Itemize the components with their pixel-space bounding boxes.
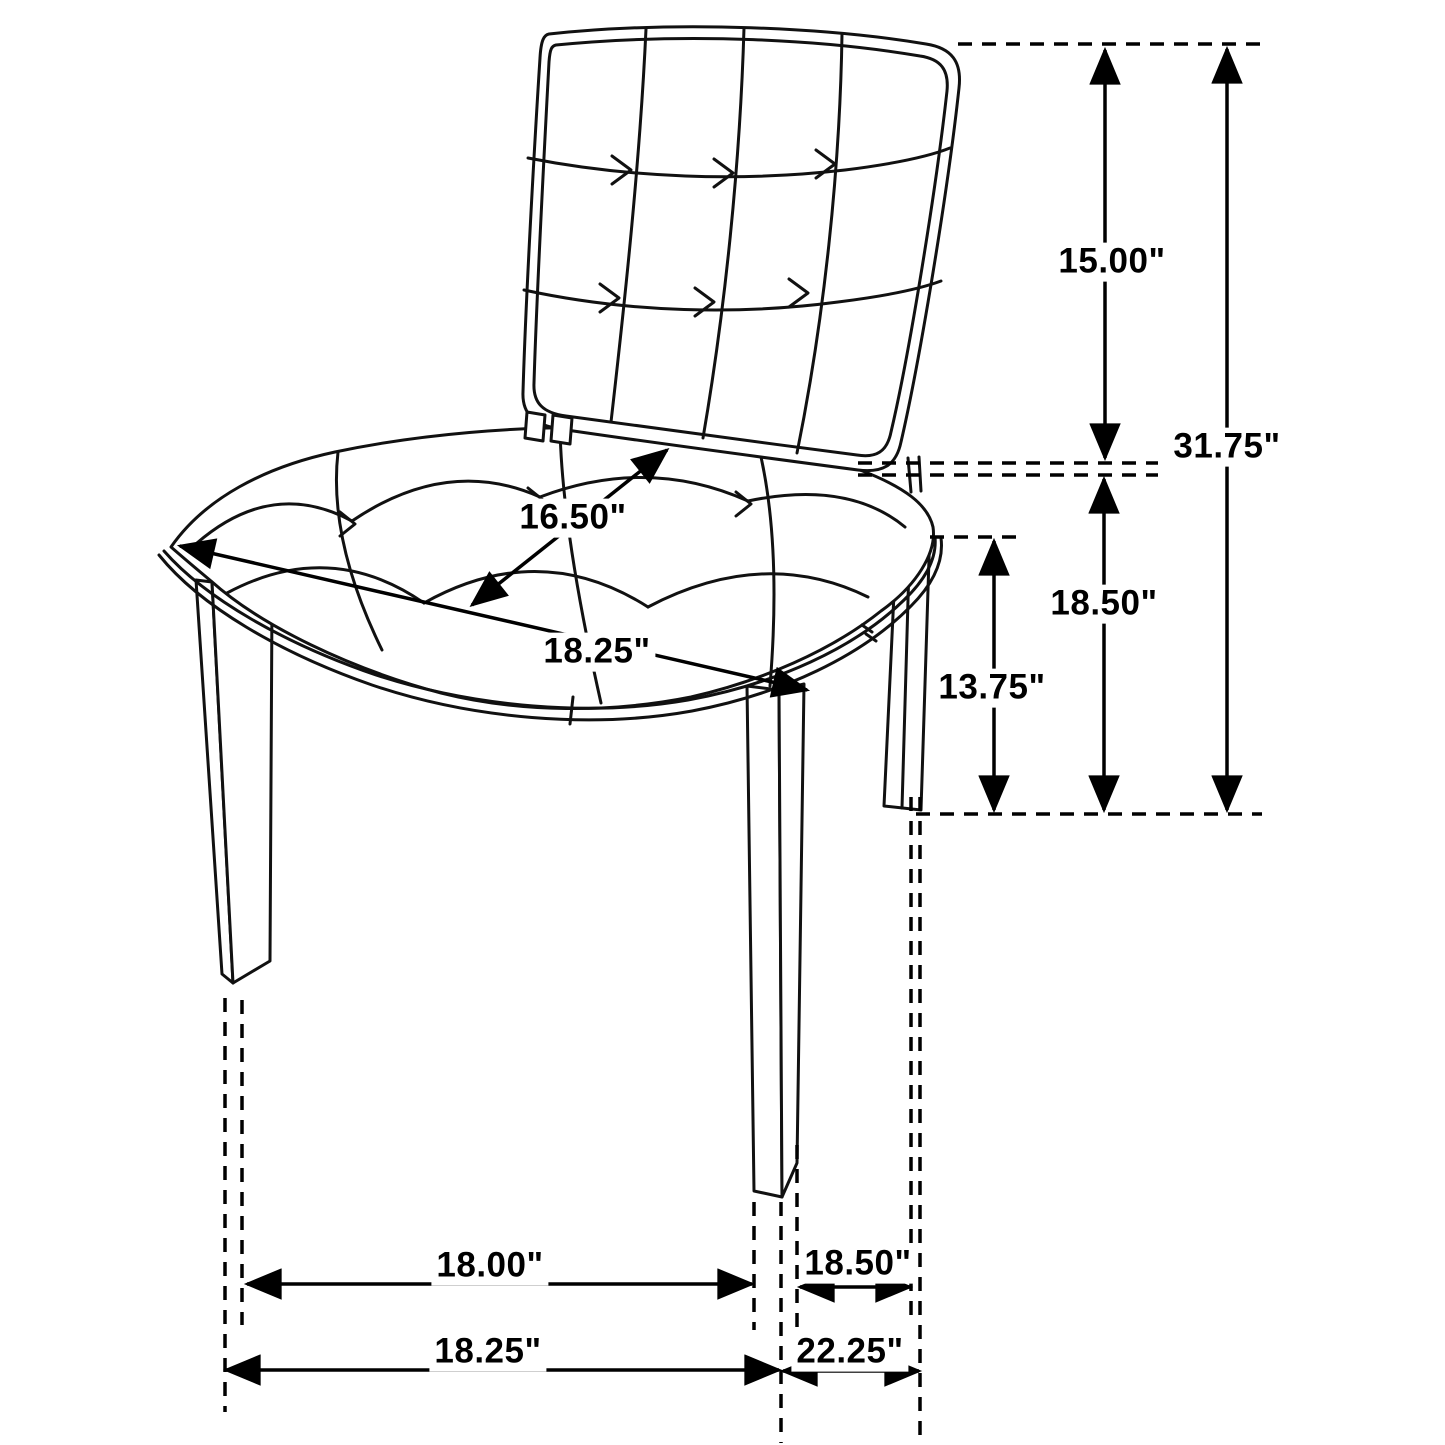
- seat-width-diagonal-label: 18.25": [538, 633, 655, 672]
- chair-front-right-leg: [747, 684, 804, 1197]
- overall-height-label: 31.75": [1168, 428, 1285, 467]
- back-height-label: 15.00": [1053, 243, 1170, 282]
- front-leg-spacing-label: 18.00": [431, 1247, 548, 1286]
- chair-backrest: [523, 27, 960, 471]
- chair-front-left-leg: [196, 580, 272, 983]
- overall-depth-label: 22.25": [791, 1333, 908, 1372]
- chair-seat-cushion: [159, 428, 941, 724]
- chair-drawing: [159, 27, 960, 1197]
- side-leg-spacing-label: 18.50": [799, 1245, 916, 1284]
- floor-to-seat-label: 18.50": [1045, 585, 1162, 624]
- floor-to-frame-label: 13.75": [933, 669, 1050, 708]
- seat-depth-diagonal-label: 16.50": [514, 499, 631, 538]
- overall-width-label: 18.25": [429, 1333, 546, 1372]
